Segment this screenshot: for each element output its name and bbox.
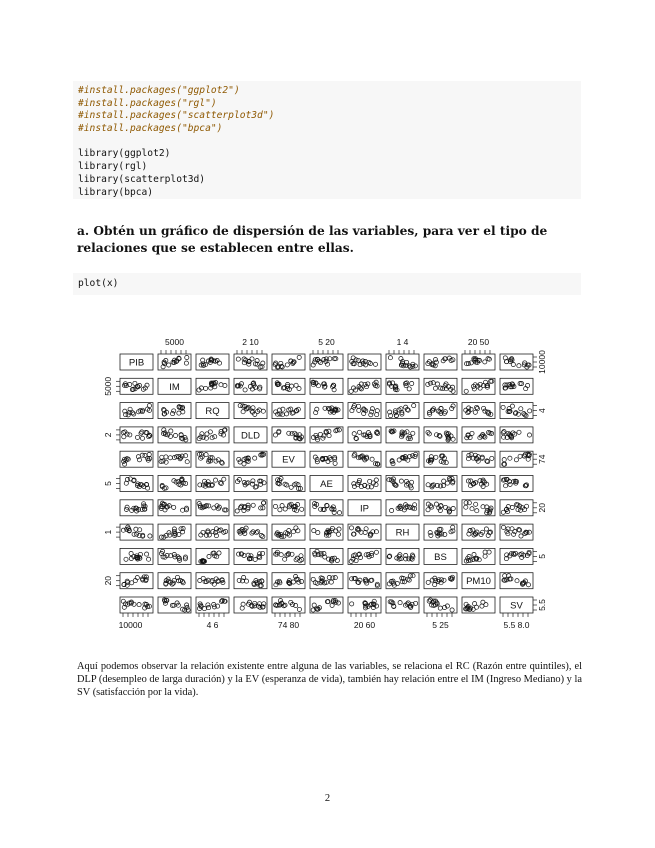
data-point (484, 603, 488, 607)
data-point (312, 603, 316, 607)
data-point (294, 574, 298, 578)
data-point (130, 581, 134, 585)
data-point (125, 477, 129, 481)
data-point (524, 387, 528, 391)
data-point (207, 606, 211, 610)
data-point (357, 430, 361, 434)
data-point (285, 363, 289, 367)
data-point (237, 552, 241, 556)
data-point (470, 431, 474, 435)
data-point (253, 456, 257, 460)
axis-tick-label: 1 (103, 529, 113, 535)
data-point (318, 432, 322, 436)
code-line: library(rgl) (78, 161, 148, 173)
data-point (474, 502, 478, 506)
panel-frame (462, 476, 495, 492)
data-point (450, 608, 454, 612)
axis-tick-label: 10000 (537, 350, 547, 374)
axis-tick-label: 2 (103, 432, 113, 438)
data-point (434, 502, 438, 506)
data-point (184, 481, 188, 485)
data-point (283, 557, 287, 561)
data-point (447, 476, 451, 480)
data-point (241, 602, 245, 606)
panel-frame (158, 403, 191, 419)
data-point (243, 388, 247, 392)
panel-frame (120, 378, 153, 394)
data-point (124, 557, 128, 561)
data-point (394, 414, 398, 418)
axis-tick-label: 5000 (165, 337, 184, 347)
data-point (519, 407, 523, 411)
data-point (426, 382, 430, 386)
axis-tick-label: 5 25 (432, 620, 449, 630)
data-point (357, 408, 361, 412)
data-point (327, 434, 331, 438)
data-point (502, 458, 506, 462)
data-point (285, 412, 289, 416)
data-point (357, 404, 361, 408)
data-point (407, 578, 411, 582)
data-point (426, 508, 430, 512)
data-point (201, 576, 205, 580)
panel-frame (462, 524, 495, 540)
data-point (467, 501, 471, 505)
variable-label: DLD (240, 430, 261, 442)
data-point (235, 509, 239, 513)
data-point (222, 477, 226, 481)
data-point (185, 605, 189, 609)
data-point (132, 412, 136, 416)
section-heading: a. Obtén un gráfico de dispersión de las variables, para ver el tipo de relaciones que se establecen entre ellas. (77, 224, 548, 255)
data-point (135, 576, 139, 580)
data-point (147, 452, 151, 456)
data-point (185, 355, 189, 359)
data-point (147, 557, 151, 561)
data-point (426, 580, 430, 584)
panel-frame (424, 427, 457, 443)
panel-frame (234, 403, 267, 419)
data-point (431, 381, 435, 385)
data-point (128, 477, 132, 481)
data-point (296, 529, 300, 533)
code-comment-line: #install.packages("ggplot2") (78, 85, 240, 96)
data-point (438, 606, 442, 610)
data-point (159, 535, 163, 539)
data-point (464, 389, 468, 393)
data-point (470, 507, 474, 511)
data-point (173, 433, 177, 437)
data-point (312, 529, 316, 533)
axis-tick-label: 5.5 (537, 599, 547, 611)
data-point (210, 436, 214, 440)
variable-label: EV (282, 454, 295, 466)
data-point (528, 409, 532, 413)
data-point (278, 508, 282, 512)
data-point (202, 607, 206, 611)
data-point (429, 533, 433, 537)
data-point (451, 404, 455, 408)
data-point (398, 601, 402, 605)
variable-label: SV (510, 600, 523, 612)
data-point (428, 531, 432, 535)
data-point (352, 432, 356, 436)
data-point (242, 462, 246, 466)
data-point (349, 389, 353, 393)
panel-frame (120, 548, 153, 564)
data-point (172, 409, 176, 413)
axis-tick-label: 5 (103, 481, 113, 486)
data-point (518, 454, 522, 458)
data-point (390, 508, 394, 512)
panel-frame (500, 573, 533, 589)
panel-frame (500, 354, 533, 370)
data-point (473, 602, 477, 606)
data-point (294, 526, 298, 530)
panel-frame (272, 354, 305, 370)
data-point (442, 578, 446, 582)
data-point (516, 508, 520, 512)
data-point (135, 435, 139, 439)
axis-tick-label: 20 (537, 503, 547, 513)
data-point (147, 435, 151, 439)
data-point (374, 550, 378, 554)
data-point (411, 431, 415, 435)
code-comment-line: #install.packages("rgl") (78, 97, 217, 109)
data-point (373, 362, 377, 366)
data-point (434, 433, 438, 437)
data-point (294, 383, 298, 387)
data-point (504, 484, 508, 488)
data-point (329, 580, 333, 584)
data-point (185, 460, 189, 464)
data-point (238, 460, 242, 464)
data-point (139, 431, 143, 435)
code-comment-line: #install.packages("bpca") (78, 123, 223, 135)
data-point (242, 508, 246, 512)
data-point (515, 579, 519, 583)
data-point (469, 361, 473, 365)
data-point (430, 505, 434, 509)
code-line: library(scatterplot3d) (78, 173, 206, 185)
data-point (213, 478, 217, 482)
variable-label: RH (395, 527, 410, 539)
data-point (257, 554, 261, 558)
panel-frame (158, 573, 191, 589)
data-point (218, 481, 222, 485)
data-point (316, 531, 320, 535)
data-point (350, 602, 354, 606)
variable-label: PM10 (466, 576, 491, 588)
code-line: library(bpca) (78, 186, 154, 198)
data-point (503, 574, 507, 578)
body-paragraph: Aquí podemos observar la relación existente entre alguna de las variables, se relaciona el RC (Razón entre quintiles), el DLP (desempleo de larga duración) y la EV (esperanza de vida), también hay relación entre el IM (Ingreso Mediano) y la SV (satisfacción por la vida). (77, 661, 582, 699)
data-point (399, 479, 403, 483)
variable-label: AE (320, 479, 333, 490)
data-point (160, 455, 164, 459)
data-point (475, 407, 479, 411)
code-line (78, 136, 576, 149)
data-point (483, 360, 487, 364)
data-point (484, 527, 488, 531)
axis-tick-label: 20 (103, 575, 113, 586)
data-point (527, 433, 531, 437)
code-block-install (73, 81, 581, 199)
data-point (145, 552, 149, 556)
data-point (205, 432, 209, 436)
data-point (433, 358, 437, 362)
data-point (167, 363, 171, 367)
data-point (172, 505, 176, 509)
axis-tick-label: 5 (537, 554, 547, 559)
axis-tick-label: 4 (537, 408, 547, 413)
data-point (223, 383, 227, 387)
axis-tick-label: 5.5 8.0 (503, 620, 530, 630)
data-point (297, 355, 301, 359)
data-point (279, 553, 283, 557)
data-point (278, 581, 282, 585)
data-point (475, 509, 479, 513)
data-point (433, 583, 437, 587)
data-point (335, 558, 339, 562)
variable-label: BS (434, 551, 447, 563)
code-line: library(ggplot2) (78, 148, 171, 160)
axis-tick-label: 20 60 (353, 620, 376, 630)
data-point (132, 532, 136, 536)
data-point (525, 504, 529, 508)
data-point (407, 387, 411, 391)
data-point (219, 383, 223, 387)
data-point (290, 384, 294, 388)
axis-tick-label: 5000 (103, 376, 113, 396)
data-point (217, 361, 221, 365)
data-point (168, 456, 172, 460)
data-point (251, 503, 255, 507)
data-point (487, 550, 491, 554)
data-point (526, 383, 530, 387)
data-point (280, 504, 284, 508)
data-point (289, 485, 293, 489)
data-point (502, 430, 506, 434)
data-point (143, 453, 147, 457)
data-point (435, 382, 439, 386)
data-point (501, 405, 505, 409)
panel-frame (158, 427, 191, 443)
data-point (184, 361, 188, 365)
page-number: 2 (324, 793, 331, 804)
data-point (214, 534, 218, 538)
data-point (333, 461, 337, 465)
data-point (169, 429, 173, 433)
code-line: plot(x) (78, 278, 119, 289)
data-point (508, 456, 512, 460)
variable-label: IP (360, 503, 369, 515)
data-point (250, 357, 254, 361)
data-point (256, 530, 260, 534)
data-point (483, 554, 487, 558)
data-point (164, 455, 168, 459)
data-point (410, 381, 414, 385)
panel-frame (272, 597, 305, 613)
data-point (147, 404, 151, 408)
data-point (253, 557, 257, 561)
data-point (337, 511, 341, 515)
data-point (408, 574, 412, 578)
data-point (332, 510, 336, 514)
data-point (388, 356, 392, 360)
data-point (450, 406, 454, 410)
data-point (375, 413, 379, 417)
data-point (523, 413, 527, 417)
data-point (508, 482, 512, 486)
data-point (316, 384, 320, 388)
data-point (349, 526, 353, 530)
data-point (370, 457, 374, 461)
data-point (434, 455, 438, 459)
data-point (291, 530, 295, 534)
data-point (207, 554, 211, 558)
data-point (517, 430, 521, 434)
data-point (375, 409, 379, 413)
variable-label: IM (169, 381, 180, 393)
panel-frame (424, 597, 457, 613)
variable-label: PIB (128, 357, 145, 369)
data-point (244, 579, 248, 583)
data-point (204, 453, 208, 457)
data-point (490, 456, 494, 460)
data-point (123, 462, 127, 466)
data-point (181, 508, 185, 512)
data-point (511, 532, 515, 536)
panel-frame (196, 451, 229, 467)
data-point (240, 606, 244, 610)
data-point (501, 525, 505, 529)
axis-tick-label: 20 50 (467, 337, 490, 347)
data-point (204, 386, 208, 390)
data-point (300, 507, 304, 511)
data-point (514, 458, 518, 462)
data-point (236, 357, 240, 361)
data-point (213, 435, 217, 439)
data-point (140, 436, 144, 440)
data-point (137, 603, 141, 607)
variable-label: RQ (205, 406, 220, 418)
data-point (433, 386, 437, 390)
axis-tick-label: 4 6 (206, 620, 219, 630)
data-point (297, 607, 301, 611)
data-point (261, 409, 265, 413)
data-point (526, 583, 530, 587)
data-point (206, 603, 210, 607)
axis-tick-label: 74 80 (277, 620, 300, 630)
code-block-plot (73, 273, 581, 295)
data-point (201, 530, 205, 534)
data-point (198, 602, 202, 606)
data-point (262, 501, 266, 505)
panel-frame (386, 378, 419, 394)
data-point (397, 458, 401, 462)
data-point (273, 504, 277, 508)
data-point (199, 533, 203, 537)
data-point (237, 457, 241, 461)
data-point (132, 602, 136, 606)
data-point (464, 505, 468, 509)
data-point (369, 413, 373, 417)
axis-tick-label: 1 4 (396, 337, 409, 347)
data-point (181, 581, 185, 585)
data-point (334, 529, 338, 533)
data-point (517, 364, 521, 368)
axis-tick-label: 5 20 (318, 337, 335, 347)
data-point (133, 381, 137, 385)
data-point (510, 505, 514, 509)
data-point (128, 433, 132, 437)
data-point (128, 407, 132, 411)
data-point (519, 534, 523, 538)
axis-tick-label: 74 (537, 454, 547, 464)
data-point (480, 604, 484, 608)
data-point (283, 507, 287, 511)
axis-tick-label: 2 10 (242, 337, 259, 347)
data-point (148, 534, 152, 538)
data-point (483, 550, 487, 554)
data-point (217, 551, 221, 555)
data-point (412, 404, 416, 408)
data-point (513, 530, 517, 534)
data-point (129, 551, 133, 555)
data-point (122, 435, 126, 439)
data-point (171, 581, 175, 585)
axis-tick-label: 10000 (118, 620, 143, 630)
data-point (441, 484, 445, 488)
data-point (426, 483, 430, 487)
data-point (171, 412, 175, 416)
code-comment-line: #install.packages("scatterplot3d") (78, 110, 275, 122)
scatterplot-matrix (0, 330, 655, 640)
